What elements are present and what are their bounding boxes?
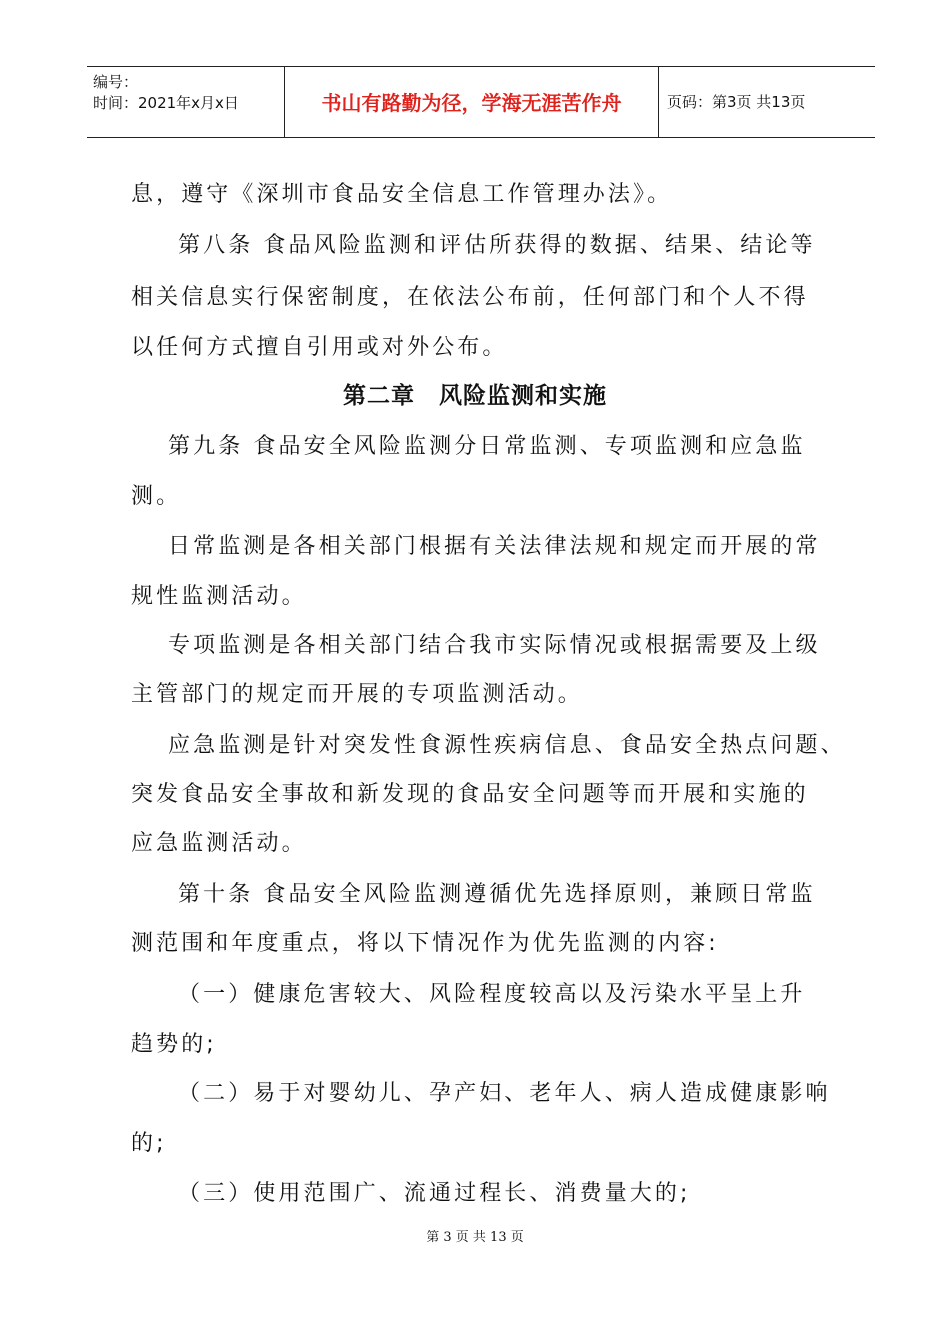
body-line: （三）使用范围广、流通过程长、消费量大的; xyxy=(178,1181,691,1206)
body-line: 的; xyxy=(131,1131,167,1156)
body-line: 日常监测是各相关部门根据有关法律法规和规定而开展的常 xyxy=(168,534,821,559)
body-line: 应急监测活动。 xyxy=(131,831,307,856)
header-motto-cell xyxy=(285,67,659,137)
page-footer: 第 3 页 共 13 页 xyxy=(426,1230,524,1245)
body-line: 第九条 食品安全风险监测分日常监测、专项监测和应急监 xyxy=(168,434,806,459)
document-time-label: 时间：2021年x月x日 xyxy=(93,94,239,112)
body-line: （二）易于对婴幼儿、孕产妇、老年人、病人造成健康影响 xyxy=(178,1081,831,1106)
body-line: 相关信息实行保密制度，在依法公布前，任何部门和个人不得 xyxy=(131,285,809,310)
header-page-number: 页码：第3页 共13页 xyxy=(667,93,806,111)
body-line: 测。 xyxy=(131,484,182,509)
body-line: 以任何方式擅自引用或对外公布。 xyxy=(131,335,508,360)
header-motto: 书山有路勤为径，学海无涯苦作舟 xyxy=(321,91,622,115)
body-line: 专项监测是各相关部门结合我市实际情况或根据需要及上级 xyxy=(168,633,821,658)
body-line: 第十条 食品安全风险监测遵循优先选择原则，兼顾日常监 xyxy=(178,882,816,907)
header-meta-cell xyxy=(87,67,285,137)
body-line: 第八条 食品风险监测和评估所获得的数据、结果、结论等 xyxy=(178,233,816,258)
body-line: 主管部门的规定而开展的专项监测活动。 xyxy=(131,682,583,707)
body-line: 息，遵守《深圳市食品安全信息工作管理办法》。 xyxy=(131,182,673,207)
header-page-cell xyxy=(659,67,875,137)
body-line: 突发食品安全事故和新发现的食品安全问题等而开展和实施的 xyxy=(131,782,809,807)
body-line: 规性监测活动。 xyxy=(131,584,307,609)
body-line: 测范围和年度重点，将以下情况作为优先监测的内容: xyxy=(131,931,719,956)
document-number-label: 编号： xyxy=(93,73,139,91)
chapter-heading: 第二章 风险监测和实施 xyxy=(343,383,607,409)
body-line: 趋势的; xyxy=(131,1032,217,1057)
page-header xyxy=(87,66,875,138)
body-line: （一）健康危害较大、风险程度较高以及污染水平呈上升 xyxy=(178,982,806,1007)
body-line: 应急监测是针对突发性食源性疾病信息、食品安全热点问题、 xyxy=(168,733,846,758)
